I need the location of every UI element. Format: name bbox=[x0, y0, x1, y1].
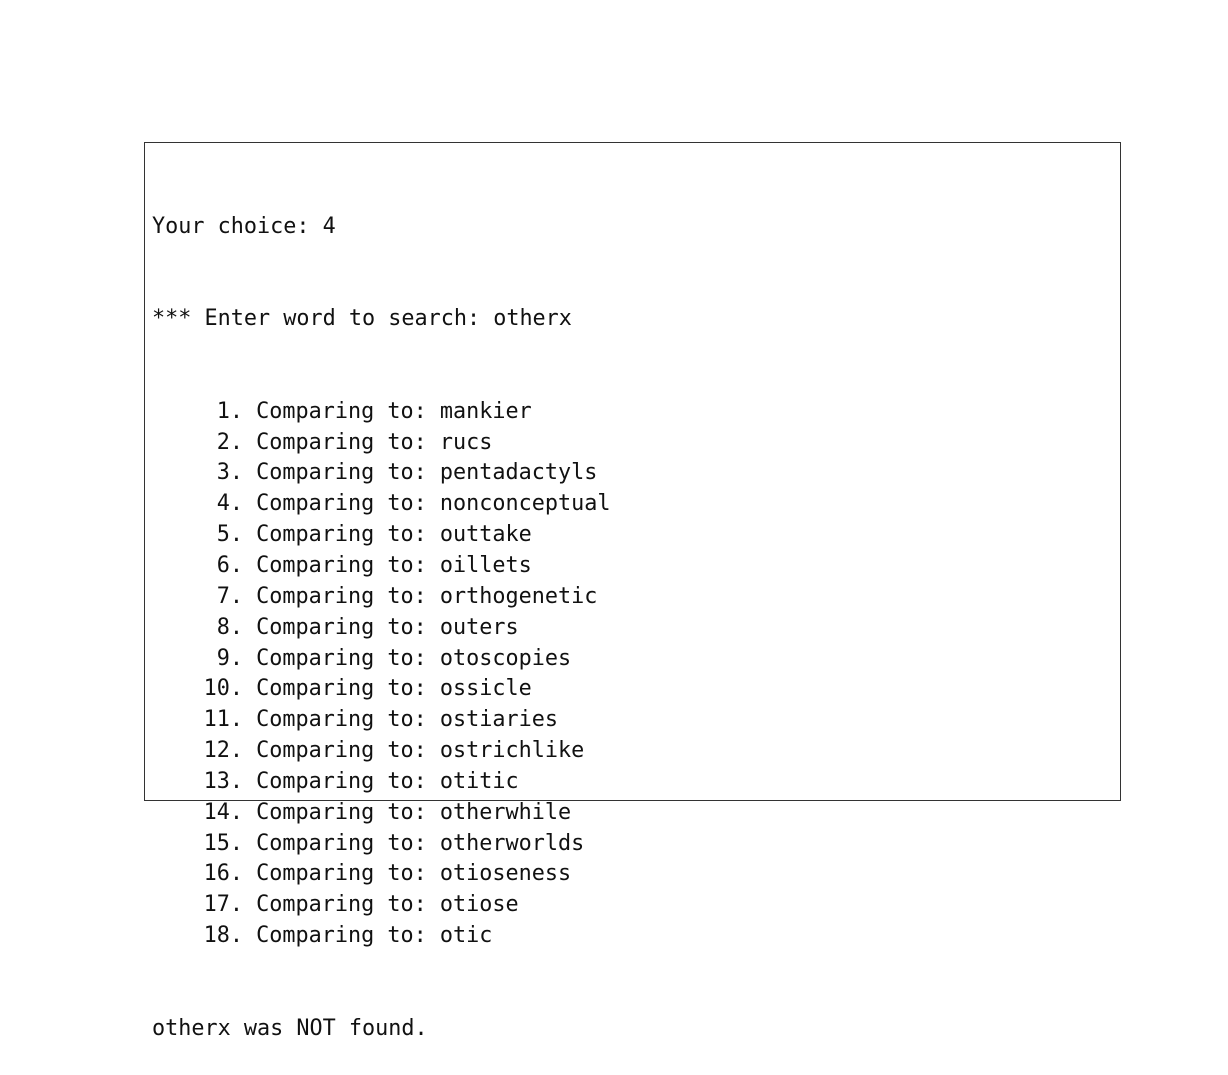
comparison-text: Comparing to: nonconceptual bbox=[243, 491, 611, 517]
result-line: otherx was NOT found. bbox=[152, 1015, 428, 1041]
comparison-number: 9. bbox=[216, 645, 243, 671]
comparison-line bbox=[152, 520, 1120, 551]
comparison-text: Comparing to: outers bbox=[243, 614, 519, 640]
comparison-line bbox=[152, 859, 1120, 890]
search-prompt-line: *** Enter word to search: otherx bbox=[152, 306, 572, 332]
comparison-text: Comparing to: ostiaries bbox=[243, 707, 558, 733]
comparison-line bbox=[152, 428, 1120, 459]
comparison-line bbox=[152, 798, 1120, 829]
comparison-text: Comparing to: otoscopies bbox=[243, 645, 572, 671]
comparison-number: 12. bbox=[203, 738, 243, 764]
comparison-line bbox=[152, 674, 1120, 705]
comparison-text: Comparing to: otherworlds bbox=[243, 830, 585, 856]
comparison-line bbox=[152, 644, 1120, 675]
comparison-line bbox=[152, 551, 1120, 582]
comparison-text: Comparing to: otherwhile bbox=[243, 799, 572, 825]
comparison-number: 2. bbox=[216, 429, 243, 455]
console-output bbox=[144, 142, 1121, 1041]
comparison-text: Comparing to: oillets bbox=[243, 552, 532, 578]
comparison-text: Comparing to: outtake bbox=[243, 522, 532, 548]
comparison-number: 14. bbox=[203, 799, 243, 825]
comparison-text: Comparing to: otioseness bbox=[243, 861, 572, 887]
comparison-text: Comparing to: ossicle bbox=[243, 676, 532, 702]
comparison-text: Comparing to: otitic bbox=[243, 768, 519, 794]
comparison-line bbox=[152, 921, 1120, 952]
comparison-line bbox=[152, 736, 1120, 767]
comparison-number: 6. bbox=[216, 552, 243, 578]
comparison-text: Comparing to: otic bbox=[243, 923, 493, 949]
comparison-line bbox=[152, 489, 1120, 520]
comparison-line bbox=[152, 458, 1120, 489]
comparison-number: 17. bbox=[203, 892, 243, 918]
comparison-line bbox=[152, 767, 1120, 798]
comparison-line bbox=[152, 582, 1120, 613]
comparison-number: 16. bbox=[203, 861, 243, 887]
comparison-line bbox=[152, 397, 1120, 428]
comparison-number: 10. bbox=[203, 676, 243, 702]
comparison-line bbox=[152, 829, 1120, 860]
comparison-number: 13. bbox=[203, 768, 243, 794]
comparison-number: 5. bbox=[216, 522, 243, 548]
comparison-number: 4. bbox=[216, 491, 243, 517]
choice-line: Your choice: 4 bbox=[152, 213, 336, 239]
comparison-number: 3. bbox=[216, 460, 243, 486]
comparison-line bbox=[152, 890, 1120, 921]
comparison-number: 15. bbox=[203, 830, 243, 856]
comparison-list bbox=[152, 397, 1120, 952]
comparison-number: 1. bbox=[216, 398, 243, 424]
comparison-line bbox=[152, 705, 1120, 736]
comparison-number: 8. bbox=[216, 614, 243, 640]
comparison-text: Comparing to: mankier bbox=[243, 398, 532, 424]
comparison-number: 18. bbox=[203, 923, 243, 949]
comparison-text: Comparing to: pentadactyls bbox=[243, 460, 598, 486]
comparison-line bbox=[152, 613, 1120, 644]
comparison-number: 7. bbox=[216, 583, 243, 609]
comparison-text: Comparing to: rucs bbox=[243, 429, 493, 455]
comparison-number: 11. bbox=[203, 707, 243, 733]
comparison-text: Comparing to: ostrichlike bbox=[243, 738, 585, 764]
comparison-text: Comparing to: orthogenetic bbox=[243, 583, 598, 609]
comparison-text: Comparing to: otiose bbox=[243, 892, 519, 918]
